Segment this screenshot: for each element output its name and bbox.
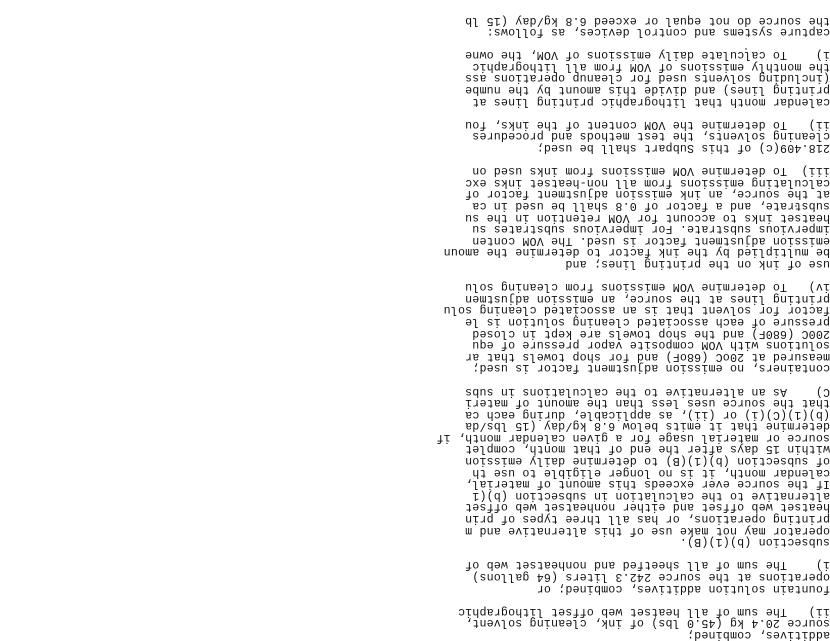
text-line: cleaning solvents, the test methods and procedures (472, 129, 830, 143)
text-line: alternative to the calculation in subsection (b)(1 (472, 488, 830, 502)
text-line: ii) To determine the VOM content of the inks, fou (464, 117, 830, 131)
text-line: i) The sum of all sheetfed and nonheatset web of (464, 558, 830, 572)
text-line: C) As an alternative to the calculations in subs (464, 384, 830, 398)
text-line: printing lines at the source, an emission adjustmen (464, 291, 830, 305)
text-line: subsection (b)(1)(B). (679, 535, 830, 549)
paragraph-gap (70, 547, 830, 559)
text-line: 200C (680F) and the shop towels are kept in closed (472, 326, 830, 340)
text-line: determine that it emits below 6.8 kg/day (15 lbs/da (464, 419, 830, 433)
text-line: operations at the source 242.3 liters (64 gallons) (472, 570, 830, 584)
paragraph-gap (70, 594, 830, 606)
text-line: emission adjustment factor is used. The VOM conten (472, 233, 830, 247)
text-line: be multiplied by the ink factor to determine the amoun (443, 245, 830, 259)
text-line: calendar month that lithographic printing lines at (472, 94, 830, 108)
text-line: the source do not equal or exceed 6.8 kg/day (15 lb (464, 13, 830, 27)
text-line: the monthly emissions of VOM from all lithographic (472, 59, 830, 73)
text-line: heatset web offset and either nonheatset web offset (464, 500, 830, 514)
paragraph-gap (70, 153, 830, 165)
text-line: printing operations, or has all three types of prin (464, 512, 830, 526)
text-line: iii) To determine VOM emissions from inks used on (472, 164, 830, 178)
text-line: at the source, an ink emission adjustment factor of (464, 187, 830, 201)
text-line: use of ink on the printing lines; and (565, 257, 830, 270)
text-line: heatset inks to account for VOM retention in the su (464, 210, 830, 224)
text-line: operator may not make use of this alternative and m (464, 523, 830, 537)
text-line: that the source uses less than the amount of materi (464, 396, 830, 410)
text-line: source 20.4 kg (45.0 lbs) of ink, cleaning solvent, (464, 616, 830, 630)
text-line: impervious substrate. For impervious substrates su (472, 222, 830, 236)
text-line: additives, combined; (686, 628, 830, 641)
text-line: factor for solvent that is an associated cleaning solu (443, 303, 830, 317)
text-line: of subsection (b)(1)(B) to determine daily emission (464, 454, 830, 468)
text-line: substrate, and a factor of 0.8 shall be used in ca (472, 199, 830, 213)
text-line: source or material usage for a given calendar month, if (436, 430, 830, 444)
paragraph-gap (70, 37, 830, 49)
text-line: (including solvents used for cleanup operations ass (464, 71, 830, 85)
text-line: containers, no emission adjustment factor is used; (472, 361, 830, 375)
rotated-text-block (80, 13, 830, 641)
text-line: capture systems and control devices, as follows: (486, 25, 830, 39)
text-line: printing lines) and divide this amount by the numbe (464, 83, 830, 97)
text-line: within 15 days after the end of that month, complet (464, 442, 830, 456)
text-line: ii) The sum of all heatset web offset lithographic (457, 604, 830, 618)
document-text (70, 14, 830, 640)
text-line: fountain solution additives, combined; or (536, 581, 830, 595)
text-line: i) To calculate daily emissions of VOM, the owne (464, 48, 830, 62)
text-line: solutions with VOM composite vapor pressure of equ (472, 338, 830, 352)
paragraph-gap (70, 107, 830, 119)
text-line: 218.409(c) of this Subpart shall be used; (536, 141, 830, 155)
paragraph-gap (70, 373, 830, 385)
text-line: pressure of each associated cleaning solution is le (464, 314, 830, 328)
paragraph-gap (70, 269, 830, 281)
text-line: iv) To determine VOM emissions from cleaning solu (464, 280, 830, 294)
text-line: calendar month, it is no longer eligible to use th (472, 465, 830, 479)
text-line: (b)(1)(C)(i) or (ii), as applicable, during each ca (464, 407, 830, 421)
text-line: measured at 20oC (68oF) and for shop towels that ar (464, 349, 830, 363)
text-line: If the source ever exceeds this amount of material, (464, 477, 830, 491)
text-line: calculating emissions from all non-heatset inks exc (464, 175, 830, 189)
